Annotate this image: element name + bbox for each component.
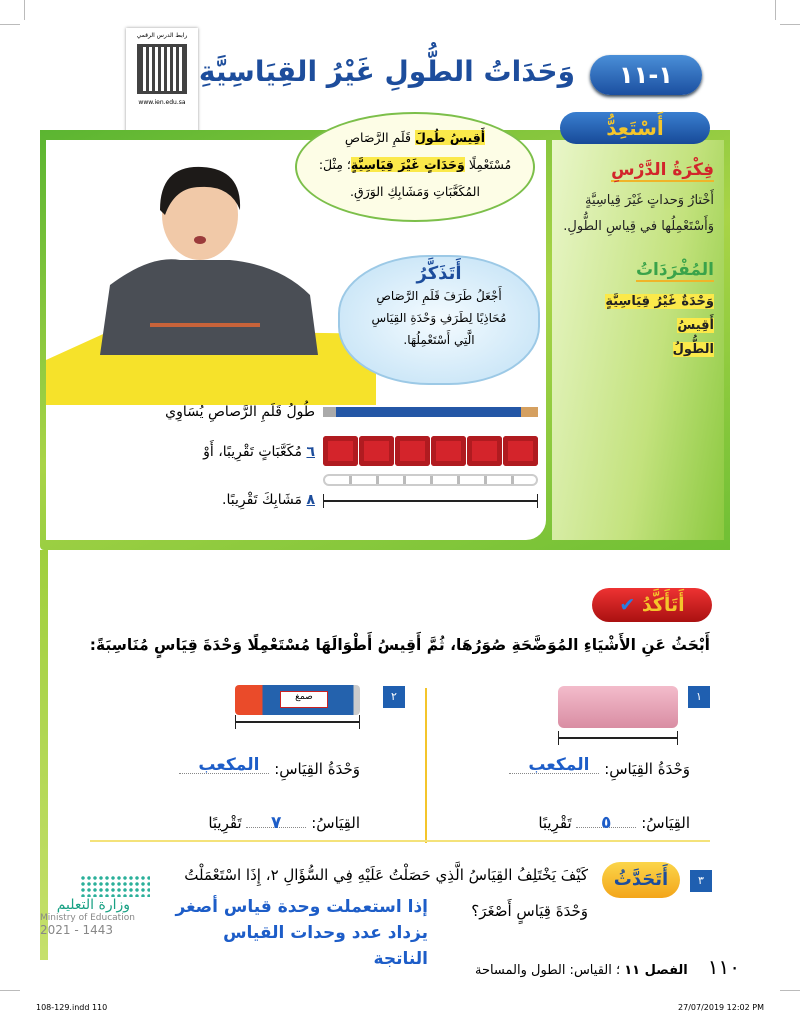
measure-line-2 (203, 444, 315, 460)
remember-text: الَّتِي أَسْتَعْمِلُهَا. (403, 333, 475, 347)
ministry-logo (40, 875, 150, 937)
speech-bubble (295, 112, 535, 222)
file-info: 108-129.indd 110 (36, 1003, 108, 1012)
crop-mark (780, 990, 800, 991)
measure-label: القِيَاسُ: (641, 814, 690, 832)
answer-field[interactable] (576, 813, 636, 833)
crop-mark (0, 24, 20, 25)
pencil-image (323, 407, 538, 417)
approx-label: تَقْرِيبًا (538, 814, 572, 832)
bubble-highlight: وَحَدَاتٍ غَيْرَ قِيَاسِيَّةٍ (350, 157, 465, 172)
measure-text: مَشَابِكَ تَقْرِيبًا. (222, 492, 302, 508)
measure-line-1: طُولُ قَلَمِ الرَّصاصِ يُسَاوِي (165, 404, 315, 420)
page-title: وَحَدَاتُ الطُّولِ غَيْرُ القِيَاسِيَّةِ (198, 55, 575, 88)
talk-badge: أَتَحَدَّثُ (602, 862, 680, 898)
answer-field[interactable] (246, 813, 306, 833)
qr-url[interactable]: www.ien.edu.sa (138, 99, 186, 106)
divider (425, 688, 427, 843)
unit-answer: المكعب (198, 755, 260, 775)
answer-line: إذا استعملت وحدة قياس أصغر (175, 897, 428, 917)
remember-text: أَجْعَلُ طَرَفَ قَلَمِ الرَّصَاصِ (376, 289, 502, 303)
length-arrow (323, 500, 538, 502)
bubble-text: المُكَعَّبَاتِ وَمَشَابِكِ الوَرَقِ. (350, 184, 480, 199)
crop-mark (775, 0, 776, 20)
vocab-item: أَقِيسُ (677, 318, 714, 333)
ministry-year: 2021 - 1443 (40, 923, 114, 937)
vocab-title: المُفْرَدَاتُ (635, 260, 714, 280)
check-label: أَتَأَكَّدُ (641, 594, 685, 616)
length-arrow (235, 721, 360, 723)
talk-question-2: وَحْدَةَ قِيَاسٍ أَصْغَرَ؟ (471, 902, 588, 920)
remember-title: أَتَذَكَّرُ (416, 263, 462, 284)
page-footer (475, 955, 740, 979)
measure-answer: ٧ (271, 813, 282, 833)
approx-label: تَقْرِيبًا (208, 814, 242, 832)
unit-row-2 (179, 755, 360, 778)
check-badge (592, 588, 712, 622)
qr-label: رابط الدرس الرقمي (136, 32, 188, 39)
question-number: ٣ (690, 870, 712, 892)
ministry-en: Ministry of Education (40, 913, 135, 923)
measure-text: مُكَعَّبَاتٍ تَقْرِيبًا، أَوْ (203, 444, 302, 460)
remember-cloud (338, 255, 540, 385)
length-arrow (558, 737, 678, 739)
idea-text: أَخْتارُ وَحداتٍ غَيْرَ قِياسِيَّةٍ وَأَسْتَعْمِلُها في قِياسِ الطُّولِ. (563, 193, 714, 234)
chapter-number: الفصل ١١ (624, 963, 688, 978)
answer-line: يزداد عدد وحدات القياس الناتجة (223, 923, 428, 969)
answer-field[interactable] (509, 755, 599, 775)
divider (90, 840, 710, 842)
glue-stick-image (235, 685, 360, 715)
question-number: ٢ (383, 686, 405, 708)
remember-text: مُحَاذِيًا لِطَرَفِ وَحْدَةِ القِيَاسِ (371, 311, 507, 325)
vocab-item: الطُّولُ (672, 342, 714, 357)
measure-answer: ٥ (601, 813, 612, 833)
instruction: أَبْحَثُ عَنِ الأَشْيَاءِ المُوَضَّحَةِ صُوَرُهَا، ثُمَّ أَقِيسُ أَطْوَالَهَا مُسْتَعْمِلًا وَحْدَةَ قِيَاسٍ مُنَاسِبَةً: (89, 636, 710, 654)
eraser-image (558, 686, 678, 728)
lesson-number-badge: ١-١١ (590, 55, 702, 95)
bubble-highlight: أَقِيسُ طُولَ (415, 130, 486, 145)
boy-illustration (90, 155, 320, 355)
unit-answer: المكعب (528, 755, 590, 775)
unit-row-1 (509, 755, 690, 778)
glue-label: صمغ (280, 691, 328, 708)
cubes-count: ٦ (306, 444, 315, 460)
idea-title: فِكْرَةُ الدَّرْسِ (611, 160, 714, 180)
print-date: 27/07/2019 12:02 PM (678, 1003, 764, 1012)
crop-mark (780, 24, 800, 25)
sidebar (552, 140, 724, 540)
page-number: ١١٠ (707, 955, 740, 979)
crop-mark (24, 0, 25, 20)
qr-code-card[interactable] (126, 28, 198, 146)
chapter-title: ؛ القياس: الطول والمساحة (474, 963, 621, 978)
unit-label: وَحْدَةُ القِيَاسِ: (604, 760, 690, 778)
measure-label: القِيَاسُ: (311, 814, 360, 832)
crop-mark (0, 990, 20, 991)
paper-clips-image (323, 474, 538, 486)
qr-code-icon (137, 44, 187, 94)
cubes-image (323, 436, 538, 466)
talk-question-1: كَيْفَ يَخْتَلِفُ القِيَاسُ الَّذِي حَصَلْتُ عَلَيْهِ فِي السُّؤَالِ ٢، إِذَا اسْتَعْمَلْتُ (184, 866, 588, 884)
measure-row-1 (538, 814, 690, 832)
vocab-item: وَحْدَةٌ غَيْرُ قِيَاسِيَّةٍ (605, 294, 714, 309)
measure-row-2 (208, 814, 360, 832)
ministry-dots-icon (80, 875, 150, 897)
unit-label: وَحْدَةُ القِيَاسِ: (274, 760, 360, 778)
ministry-ar: وزارة التعليم (56, 897, 130, 913)
question-number: ١ (688, 686, 710, 708)
bubble-text: ؛ مِثْلَ: (318, 157, 351, 172)
answer-field[interactable] (179, 755, 269, 775)
measure-line-3 (222, 492, 315, 508)
clips-count: ٨ (306, 492, 315, 508)
handwritten-answer (168, 894, 428, 972)
checkmark-icon: ✔ (619, 594, 636, 616)
bubble-text: مُسْتَعْمِلًا (468, 157, 512, 172)
bubble-text: قَلَمِ الرَّصَاصِ (344, 130, 412, 145)
prepare-badge: أَسْتَعِدُّ (560, 112, 710, 144)
